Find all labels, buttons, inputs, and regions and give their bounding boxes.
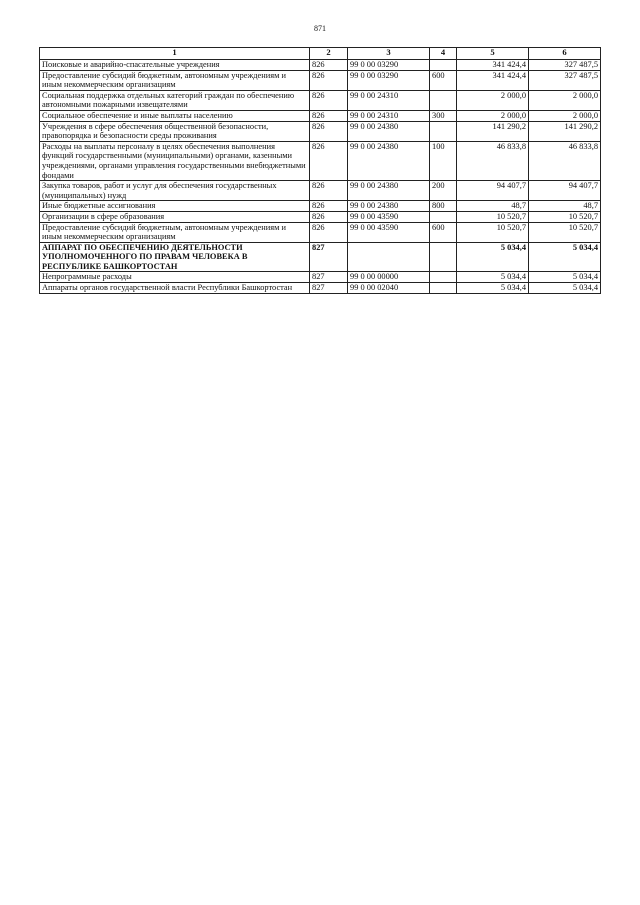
amount-year1-cell: 5 034,4 <box>457 283 529 294</box>
page-number: 871 <box>314 24 326 33</box>
admin-code-cell: 826 <box>310 110 348 121</box>
row-name-cell: АППАРАТ ПО ОБЕСПЕЧЕНИЮ ДЕЯТЕЛЬНОСТИ УПОЛНОМОЧЕННОГО ПО ПРАВАМ ЧЕЛОВЕКА В РЕСПУБЛИКЕ БАШКОРТОСТАН <box>40 242 310 272</box>
expense-type-cell <box>430 272 457 283</box>
target-article-cell: 99 0 00 43590 <box>348 211 430 222</box>
admin-code-cell: 826 <box>310 90 348 110</box>
admin-code-cell: 826 <box>310 60 348 71</box>
target-article-cell: 99 0 00 24380 <box>348 181 430 201</box>
amount-year2-cell: 48,7 <box>529 201 601 212</box>
row-name-cell: Расходы на выплаты персоналу в целях обеспечения выполнения функций государственными (муниципальными) органами, казенными учреждениями, органами управления государственными внебюджетными фондами <box>40 141 310 180</box>
table-row <box>40 90 601 110</box>
table-row <box>40 211 601 222</box>
admin-code-cell: 826 <box>310 121 348 141</box>
amount-year1-cell: 48,7 <box>457 201 529 212</box>
expense-type-cell <box>430 60 457 71</box>
amount-year2-cell: 10 520,7 <box>529 222 601 242</box>
target-article-cell: 99 0 00 03290 <box>348 60 430 71</box>
amount-year1-cell: 141 290,2 <box>457 121 529 141</box>
expense-type-cell: 800 <box>430 201 457 212</box>
row-name-cell: Поисковые и аварийно-спасательные учреждения <box>40 60 310 71</box>
amount-year2-cell: 5 034,4 <box>529 272 601 283</box>
row-name-cell: Предоставление субсидий бюджетным, автономным учреждениям и иным некоммерческим организациям <box>40 222 310 242</box>
column-header: 3 <box>348 48 430 60</box>
row-name-cell: Социальное обеспечение и иные выплаты населению <box>40 110 310 121</box>
admin-code-cell: 826 <box>310 201 348 212</box>
table-row <box>40 272 601 283</box>
expense-type-cell: 100 <box>430 141 457 180</box>
row-name-cell: Предоставление субсидий бюджетным, автономным учреждениям и иным некоммерческим организациям <box>40 70 310 90</box>
table-row <box>40 70 601 90</box>
amount-year1-cell: 10 520,7 <box>457 211 529 222</box>
table-row <box>40 242 601 272</box>
table-row <box>40 201 601 212</box>
amount-year2-cell: 2 000,0 <box>529 110 601 121</box>
amount-year1-cell: 5 034,4 <box>457 242 529 272</box>
column-header: 4 <box>430 48 457 60</box>
admin-code-cell: 826 <box>310 181 348 201</box>
amount-year2-cell: 5 034,4 <box>529 242 601 272</box>
table-row <box>40 181 601 201</box>
target-article-cell: 99 0 00 03290 <box>348 70 430 90</box>
expense-type-cell: 600 <box>430 222 457 242</box>
amount-year2-cell: 94 407,7 <box>529 181 601 201</box>
budget-table <box>39 47 601 294</box>
column-header: 1 <box>40 48 310 60</box>
admin-code-cell: 827 <box>310 283 348 294</box>
target-article-cell: 99 0 00 00000 <box>348 272 430 283</box>
table-row <box>40 141 601 180</box>
row-name-cell: Организации в сфере образования <box>40 211 310 222</box>
amount-year2-cell: 327 487,5 <box>529 60 601 71</box>
amount-year2-cell: 46 833,8 <box>529 141 601 180</box>
expense-type-cell: 300 <box>430 110 457 121</box>
amount-year2-cell: 141 290,2 <box>529 121 601 141</box>
amount-year1-cell: 46 833,8 <box>457 141 529 180</box>
column-header: 5 <box>457 48 529 60</box>
table-body <box>40 60 601 294</box>
admin-code-cell: 826 <box>310 70 348 90</box>
expense-type-cell <box>430 283 457 294</box>
row-name-cell: Закупка товаров, работ и услуг для обеспечения государственных (муниципальных) нужд <box>40 181 310 201</box>
amount-year1-cell: 341 424,4 <box>457 70 529 90</box>
table-header-row <box>40 48 601 60</box>
expense-type-cell: 200 <box>430 181 457 201</box>
target-article-cell: 99 0 00 24380 <box>348 201 430 212</box>
admin-code-cell: 826 <box>310 141 348 180</box>
row-name-cell: Иные бюджетные ассигнования <box>40 201 310 212</box>
row-name-cell: Учреждения в сфере обеспечения общественной безопасности, правопорядка и безопасности среды проживания <box>40 121 310 141</box>
amount-year1-cell: 2 000,0 <box>457 110 529 121</box>
expense-type-cell <box>430 121 457 141</box>
target-article-cell <box>348 242 430 272</box>
amount-year2-cell: 5 034,4 <box>529 283 601 294</box>
expense-type-cell <box>430 242 457 272</box>
row-name-cell: Непрограммные расходы <box>40 272 310 283</box>
amount-year1-cell: 94 407,7 <box>457 181 529 201</box>
admin-code-cell: 827 <box>310 242 348 272</box>
admin-code-cell: 826 <box>310 211 348 222</box>
expense-type-cell: 600 <box>430 70 457 90</box>
amount-year2-cell: 10 520,7 <box>529 211 601 222</box>
target-article-cell: 99 0 00 24310 <box>348 90 430 110</box>
target-article-cell: 99 0 00 24380 <box>348 121 430 141</box>
table-row <box>40 222 601 242</box>
row-name-cell: Социальная поддержка отдельных категорий граждан по обеспечению автономными пожарными извещателями <box>40 90 310 110</box>
amount-year1-cell: 10 520,7 <box>457 222 529 242</box>
target-article-cell: 99 0 00 24310 <box>348 110 430 121</box>
admin-code-cell: 826 <box>310 222 348 242</box>
row-name-cell: Аппараты органов государственной власти Республики Башкортостан <box>40 283 310 294</box>
amount-year1-cell: 5 034,4 <box>457 272 529 283</box>
target-article-cell: 99 0 00 02040 <box>348 283 430 294</box>
target-article-cell: 99 0 00 24380 <box>348 141 430 180</box>
target-article-cell: 99 0 00 43590 <box>348 222 430 242</box>
table-row <box>40 110 601 121</box>
column-header: 2 <box>310 48 348 60</box>
amount-year1-cell: 341 424,4 <box>457 60 529 71</box>
expense-type-cell <box>430 211 457 222</box>
table-row <box>40 283 601 294</box>
expense-type-cell <box>430 90 457 110</box>
table-row <box>40 121 601 141</box>
amount-year2-cell: 327 487,5 <box>529 70 601 90</box>
table-row <box>40 60 601 71</box>
admin-code-cell: 827 <box>310 272 348 283</box>
column-header: 6 <box>529 48 601 60</box>
amount-year2-cell: 2 000,0 <box>529 90 601 110</box>
amount-year1-cell: 2 000,0 <box>457 90 529 110</box>
